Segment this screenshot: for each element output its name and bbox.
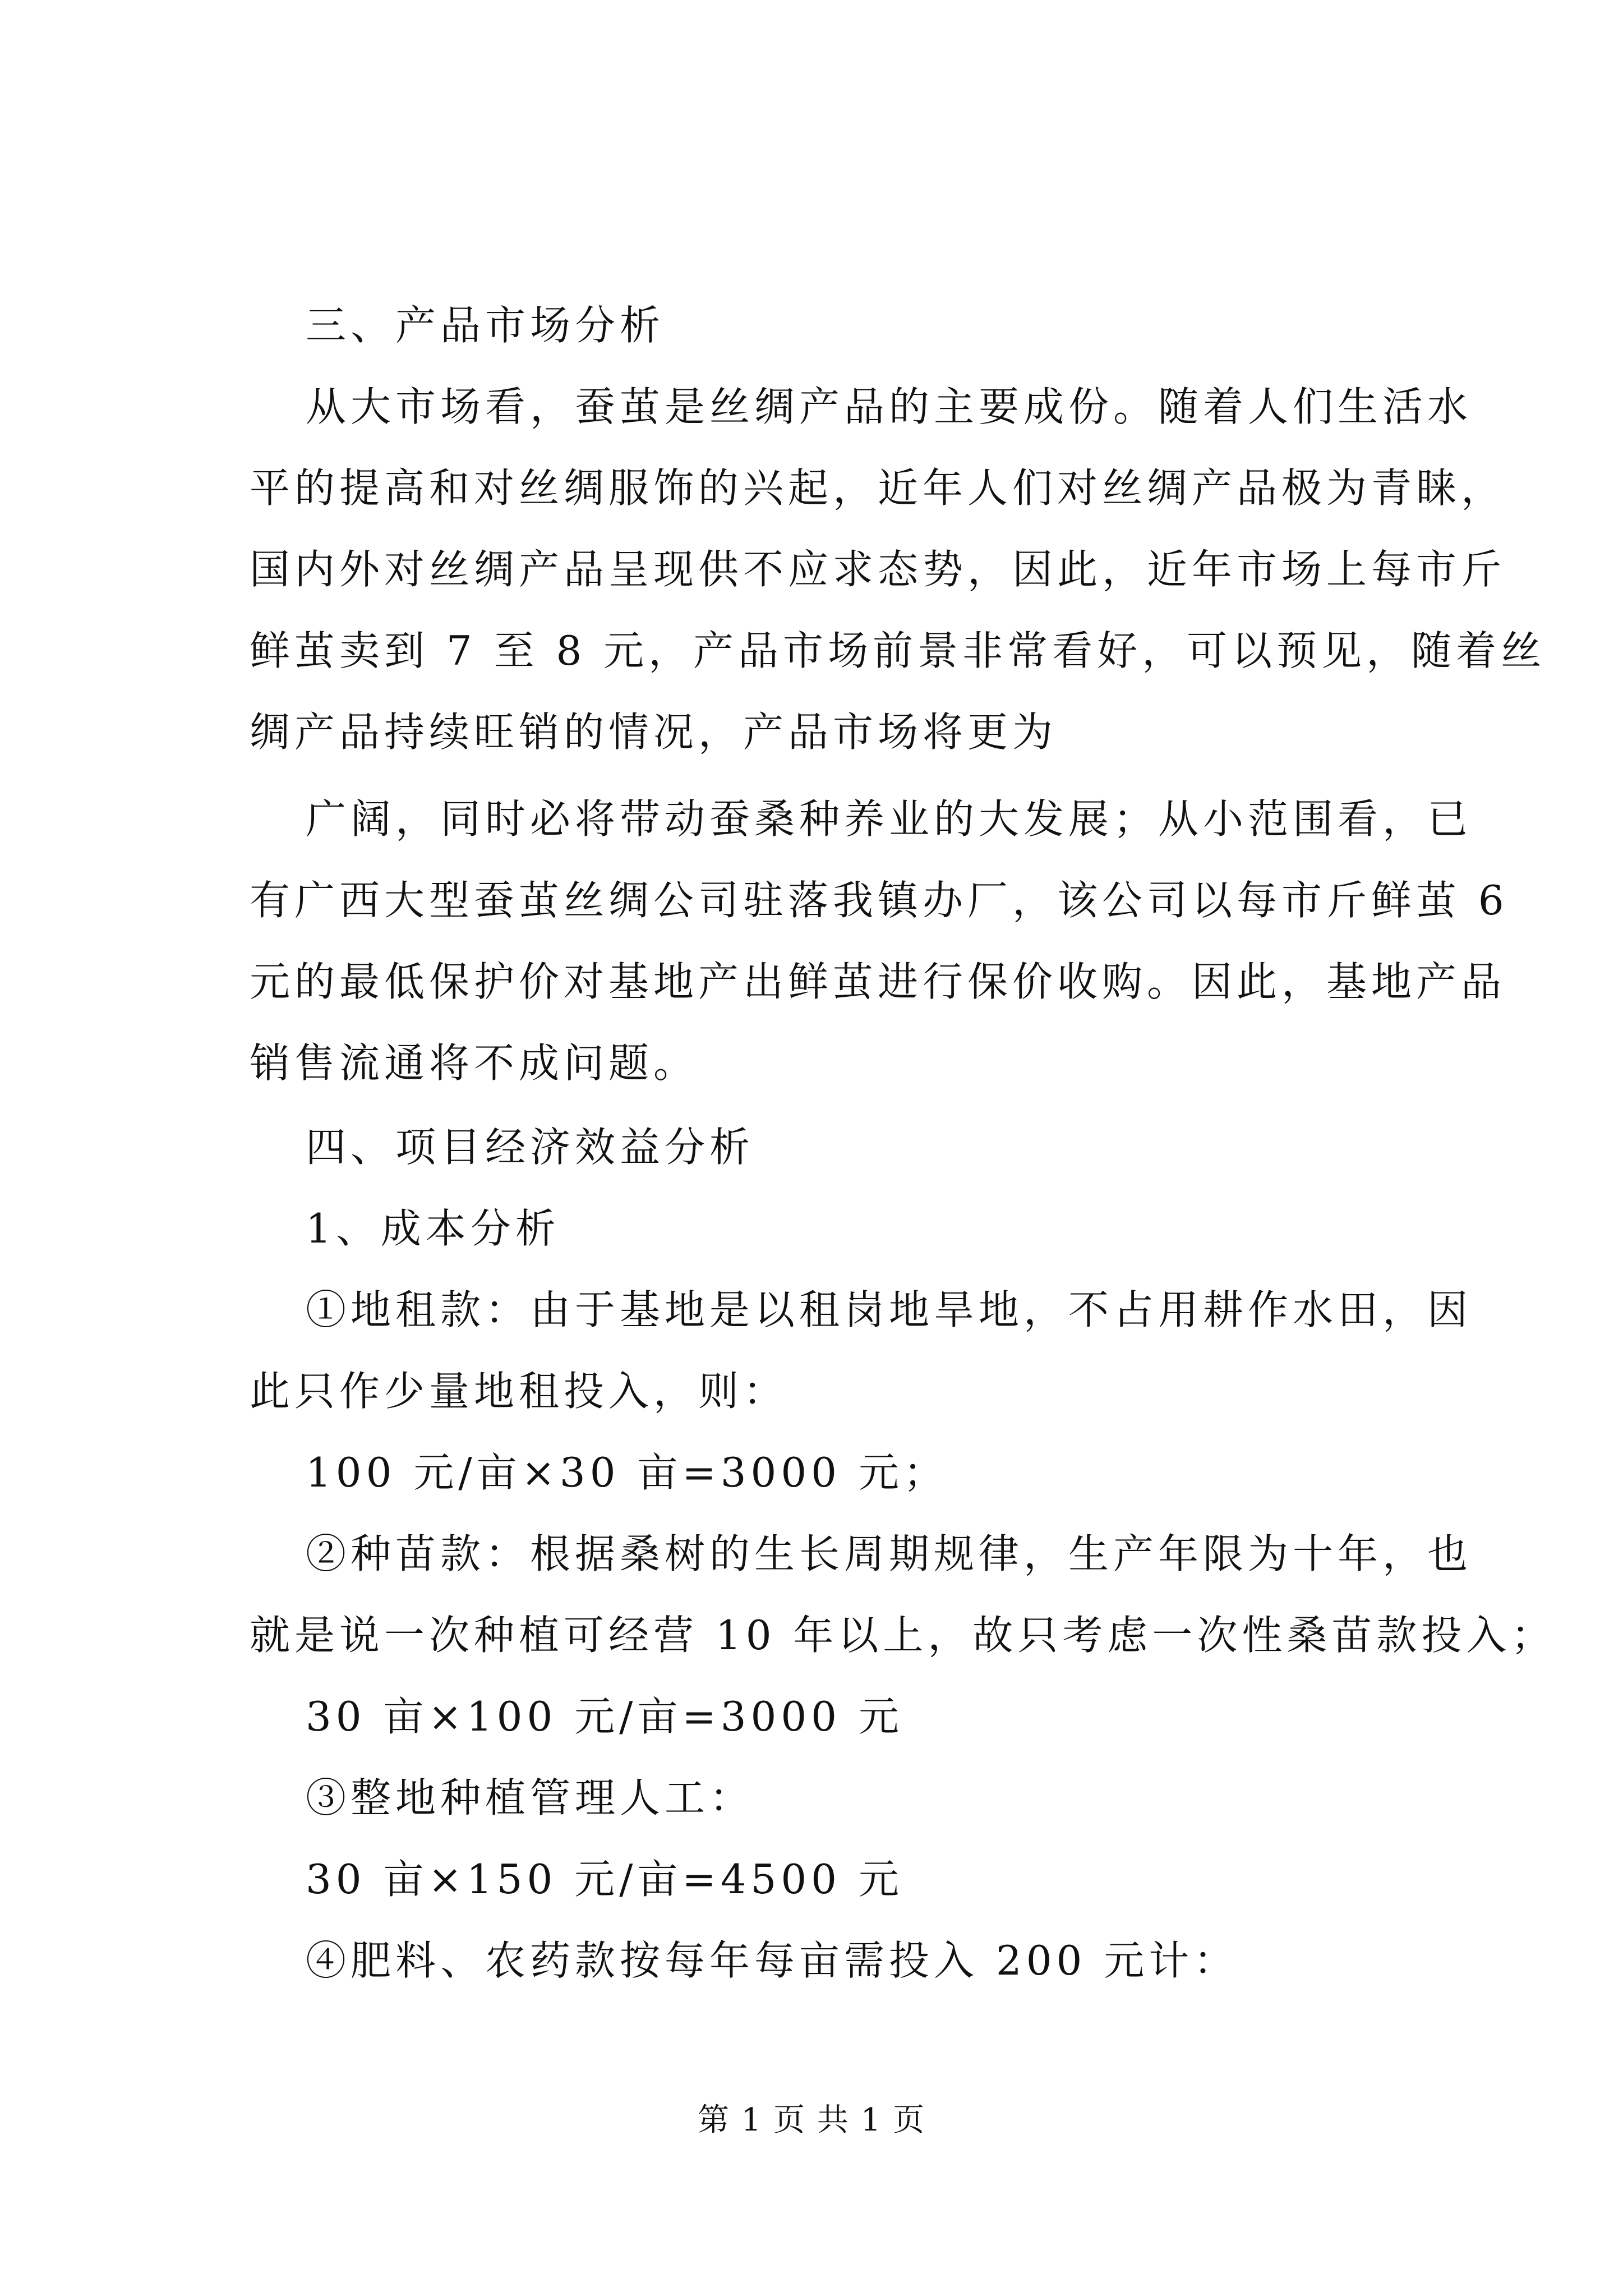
paragraph-line: 平的提高和对丝绸服饰的兴起，近年人们对丝绸产品极为青睐，: [250, 464, 1506, 512]
paragraph-line: ③整地种植管理人工：: [306, 1774, 755, 1821]
paragraph-line: ①地租款：由于基地是以租岗地旱地，不占用耕作水田，因: [306, 1286, 1473, 1333]
section-heading: 四、项目经济效益分析: [306, 1124, 755, 1171]
formula-line: 30 亩×100 元/亩=3000 元: [306, 1693, 903, 1740]
paragraph-line: ④肥料、农药款按每年每亩需投入 200 元计：: [306, 1937, 1239, 1984]
paragraph-line: ②种苗款：根据桑树的生长周期规律，生产年限为十年，也: [306, 1530, 1473, 1577]
paragraph-line: 就是说一次种植可经营 10 年以上，故只考虑一次性桑苗款投入；: [250, 1612, 1556, 1659]
paragraph-line: 销售流通将不成问题。: [250, 1039, 699, 1087]
formula-line: 100 元/亩×30 亩=3000 元；: [306, 1449, 948, 1496]
paragraph-line: 元的最低保护价对基地产出鲜茧进行保价收购。因此，基地产品: [250, 958, 1506, 1005]
formula-line: 30 亩×150 元/亩=4500 元: [306, 1856, 903, 1903]
paragraph-line: 绸产品持续旺销的情况，产品市场将更为: [250, 708, 1058, 756]
paragraph-line: 从大市场看，蚕茧是丝绸产品的主要成份。随着人们生活水: [306, 383, 1473, 430]
section-heading: 三、产品市场分析: [306, 302, 665, 349]
paragraph-line: 鲜茧卖到 7 至 8 元，产品市场前景非常看好，可以预见，随着丝: [250, 627, 1546, 674]
paragraph-line: 有广西大型蚕茧丝绸公司驻落我镇办厂，该公司以每市斤鲜茧 6: [250, 877, 1509, 924]
page-footer: 第 1 页 共 1 页: [697, 2102, 926, 2138]
paragraph-line: 此只作少量地租投入，则：: [250, 1368, 789, 1415]
paragraph-line: 国内外对丝绸产品呈现供不应求态势，因此，近年市场上每市斤: [250, 546, 1506, 593]
paragraph-line: 广阔，同时必将带动蚕桑种养业的大发展；从小范围看，已: [306, 795, 1473, 843]
subsection-heading: 1、成本分析: [306, 1205, 560, 1252]
